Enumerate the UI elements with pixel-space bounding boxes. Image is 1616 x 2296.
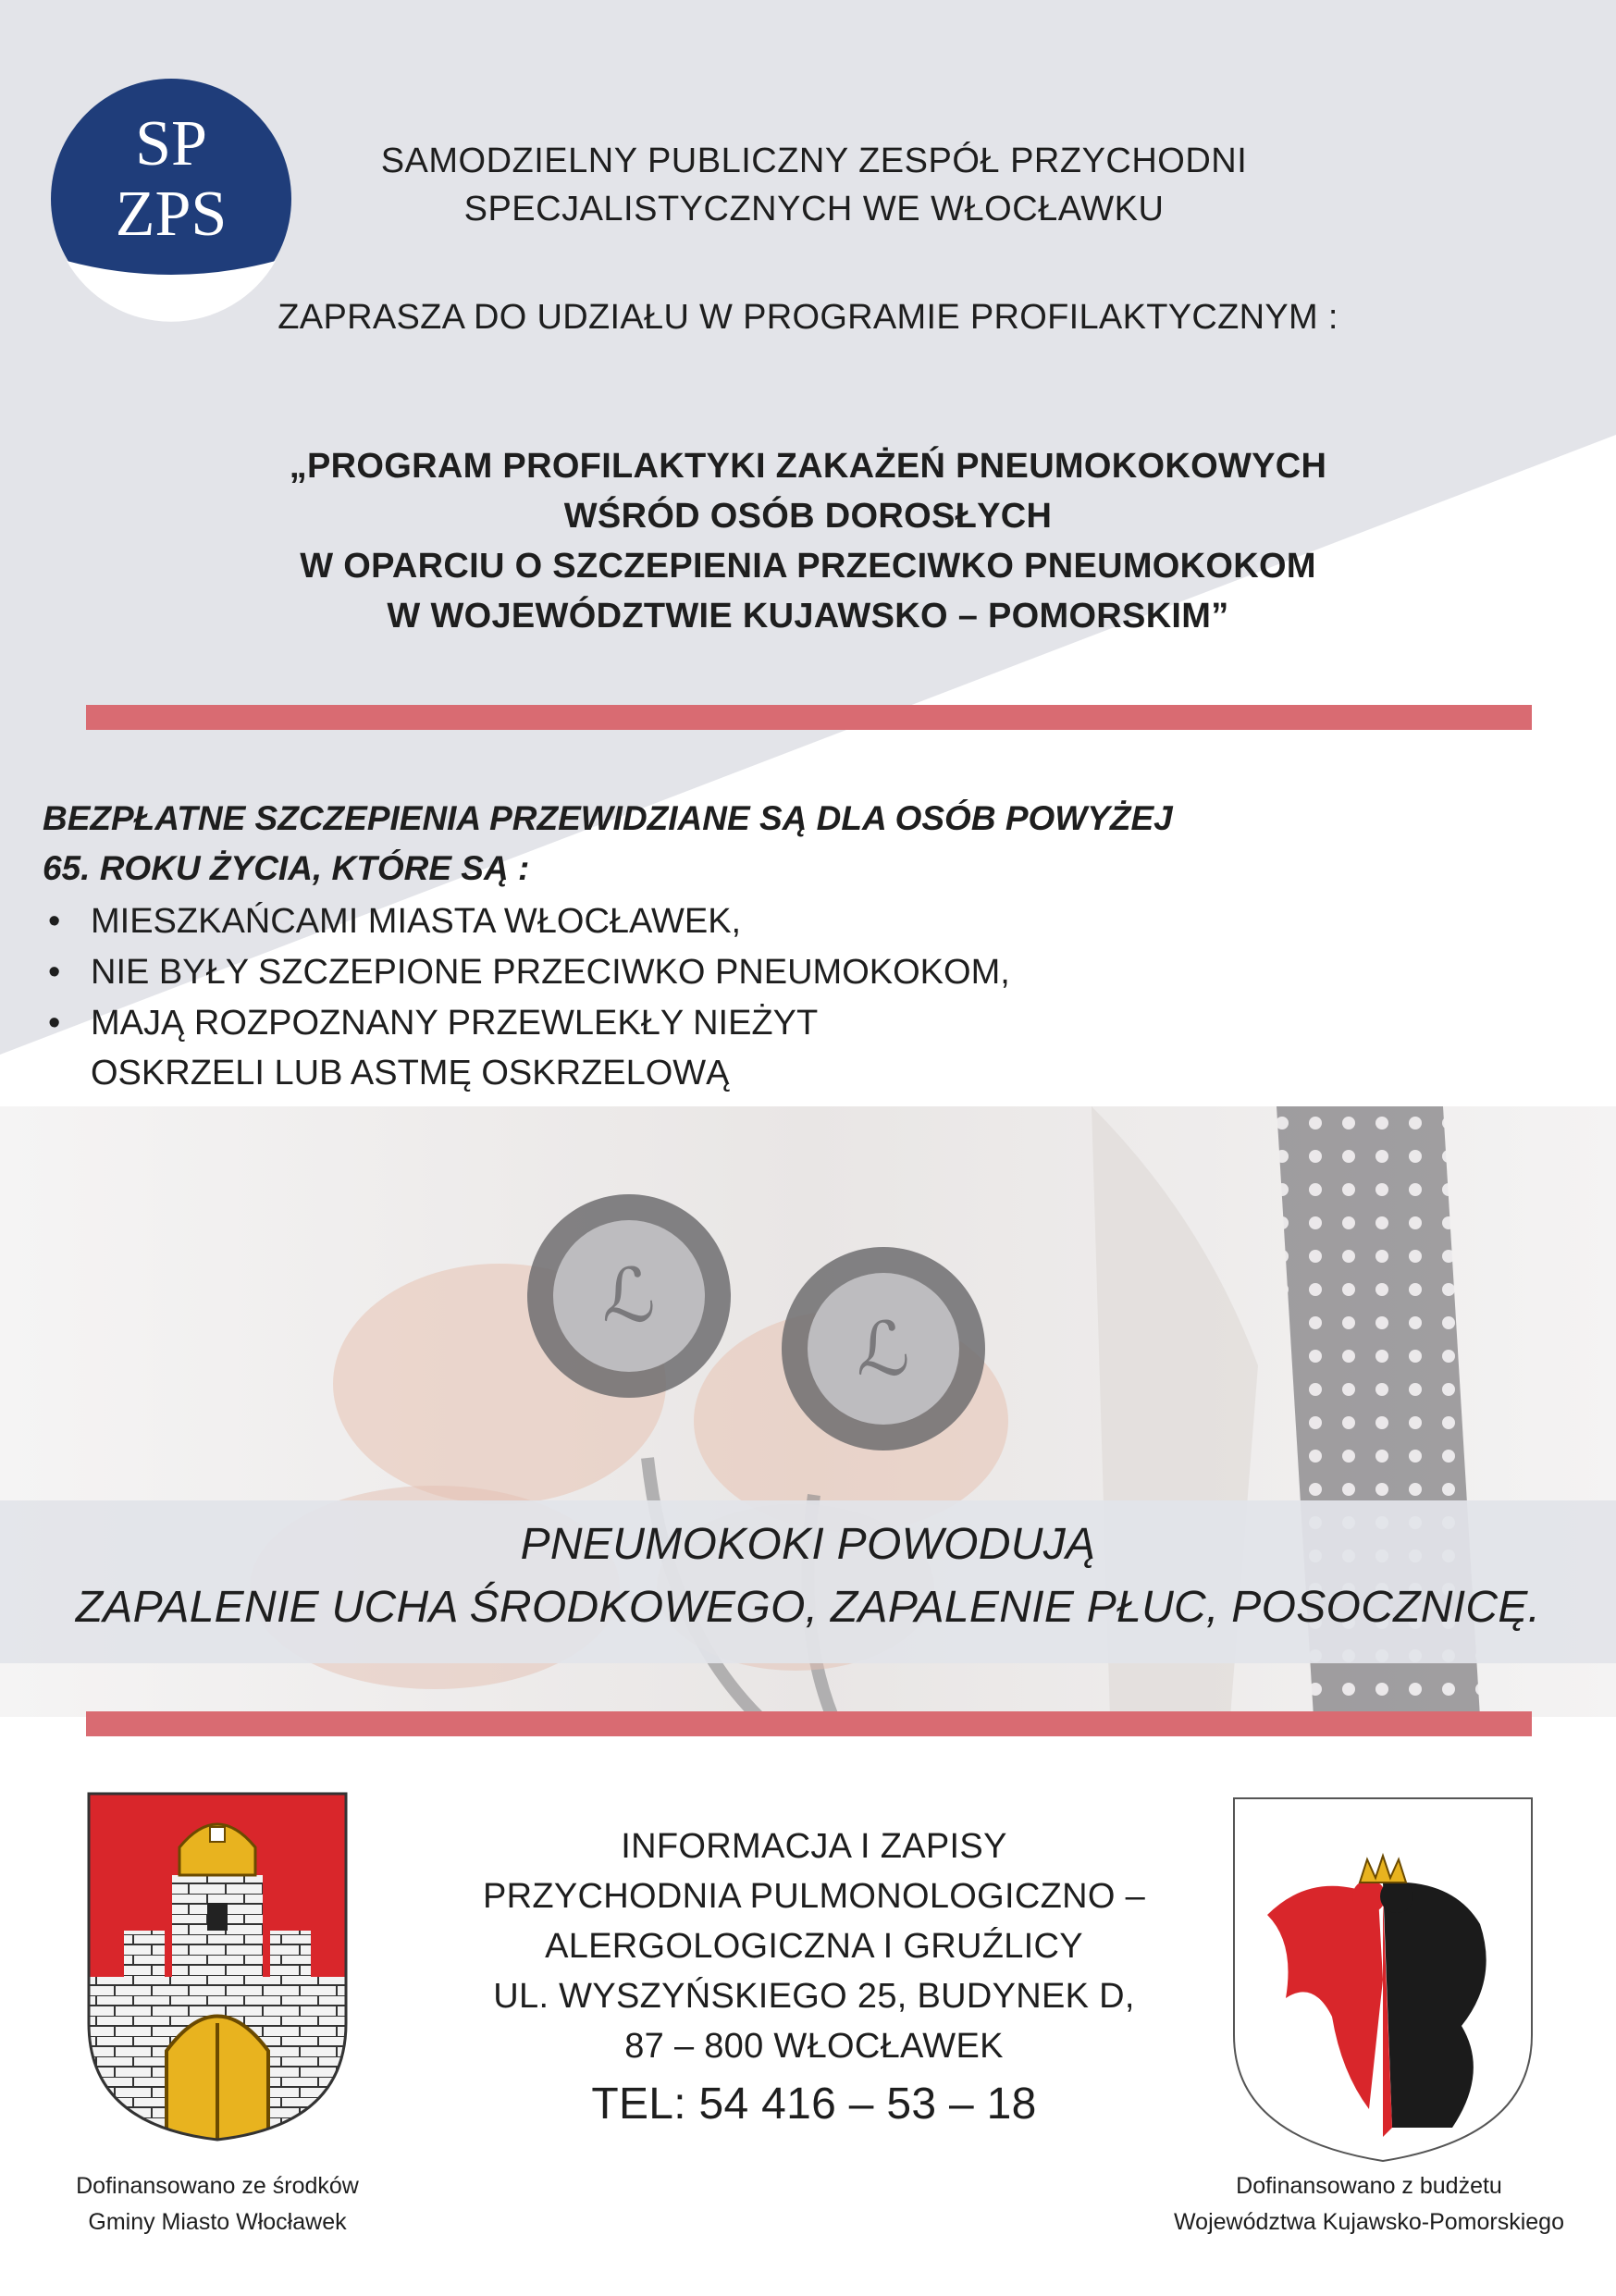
program-line-1: „PROGRAM PROFILAKTYKI ZAKAŻEŃ PNEUMOKOKOWYCH bbox=[289, 447, 1327, 486]
eligibility-list bbox=[43, 897, 1430, 1100]
list-item bbox=[43, 897, 1430, 946]
bullet-icon: • bbox=[48, 902, 61, 941]
svg-text:ℒ: ℒ bbox=[857, 1306, 910, 1392]
program-line-3: W OPARCIU O SZCZEPIENIA PRZECIWKO PNEUMOKOKOM bbox=[300, 546, 1316, 586]
org-line-2: SPECJALISTYCZNYCH WE WŁOCŁAWKU bbox=[463, 190, 1165, 229]
info-line-3: ALERGOLOGICZNA I GRUŹLICY bbox=[545, 1926, 1083, 1966]
list-item bbox=[43, 948, 1430, 997]
banner-line-2: ZAPALENIE UCHA ŚRODKOWEGO, ZAPALENIE PŁUC, POSOCZNICĘ. bbox=[75, 1583, 1541, 1633]
kujawsko-pomorskie-coat-of-arms-icon bbox=[1230, 1795, 1536, 2165]
svg-text:ℒ: ℒ bbox=[602, 1253, 656, 1339]
logo-text-bottom: ZPS bbox=[115, 179, 228, 250]
bullet-icon: • bbox=[48, 953, 61, 993]
info-line-4: UL. WYSZYŃSKIEGO 25, BUDYNEK D, bbox=[493, 1976, 1135, 2016]
program-title bbox=[111, 442, 1505, 642]
eligibility-title bbox=[43, 794, 1430, 893]
list-item-text: MIESZKAŃCAMI MIASTA WŁOCŁAWEK, bbox=[91, 902, 742, 941]
list-item-text: MAJĄ ROZPOZNANY PRZEWLEKŁY NIEŻYT OSKRZELI LUB ASTMĘ OSKRZELOWĄ bbox=[91, 1004, 818, 1092]
organization-name bbox=[305, 137, 1323, 234]
divider-top bbox=[86, 705, 1532, 730]
funding-right-line-1: Dofinansowano z budżetu bbox=[1236, 2173, 1502, 2199]
info-line-5: 87 – 800 WŁOCŁAWEK bbox=[624, 2026, 1004, 2066]
pneumococci-banner bbox=[0, 1513, 1616, 1639]
eligibility-title-line-1: BEZPŁATNE SZCZEPIENIA PRZEWIDZIANE SĄ DLA OSÓB POWYŻEJ bbox=[43, 799, 1173, 837]
divider-bottom bbox=[86, 1711, 1532, 1736]
spzps-logo bbox=[48, 76, 294, 322]
invite-text: ZAPRASZA DO UDZIAŁU W PROGRAMIE PROFILAKTYCZNYM : bbox=[278, 298, 1338, 337]
program-line-2: WŚRÓD OSÓB DOROSŁYCH bbox=[563, 496, 1053, 536]
list-item-text: NIE BYŁY SZCZEPIONE PRZECIWKO PNEUMOKOKOM, bbox=[91, 953, 1010, 993]
bullet-icon: • bbox=[48, 1004, 61, 1043]
banner-line-1: PNEUMOKOKI POWODUJĄ bbox=[520, 1520, 1096, 1569]
org-line-1: SAMODZIELNY PUBLICZNY ZESPÓŁ PRZYCHODNI bbox=[380, 142, 1248, 180]
funding-note-city bbox=[37, 2168, 398, 2240]
funding-note-region bbox=[1166, 2168, 1573, 2240]
funding-right-line-2: Województwa Kujawsko-Pomorskiego bbox=[1174, 2208, 1564, 2235]
eligibility-title-line-2: 65. ROKU ŻYCIA, KTÓRE SĄ : bbox=[43, 848, 530, 887]
list-item bbox=[43, 999, 1430, 1097]
program-line-4: W WOJEWÓDZTWIE KUJAWSKO – POMORSKIM” bbox=[387, 596, 1229, 636]
funding-left-line-1: Dofinansowano ze środków bbox=[76, 2173, 359, 2199]
info-line-2: PRZYCHODNIA PULMONOLOGICZNO – bbox=[482, 1876, 1146, 1916]
wloclawek-coat-of-arms-icon bbox=[87, 1792, 348, 2142]
contact-info bbox=[389, 1822, 1240, 2133]
info-line-1: INFORMACJA I ZAPISY bbox=[621, 1827, 1007, 1866]
funding-left-line-2: Gminy Miasto Włocławek bbox=[88, 2208, 347, 2235]
phone-number: TEL: 54 416 – 53 – 18 bbox=[591, 2079, 1037, 2129]
logo-text-top: SP bbox=[135, 108, 207, 179]
